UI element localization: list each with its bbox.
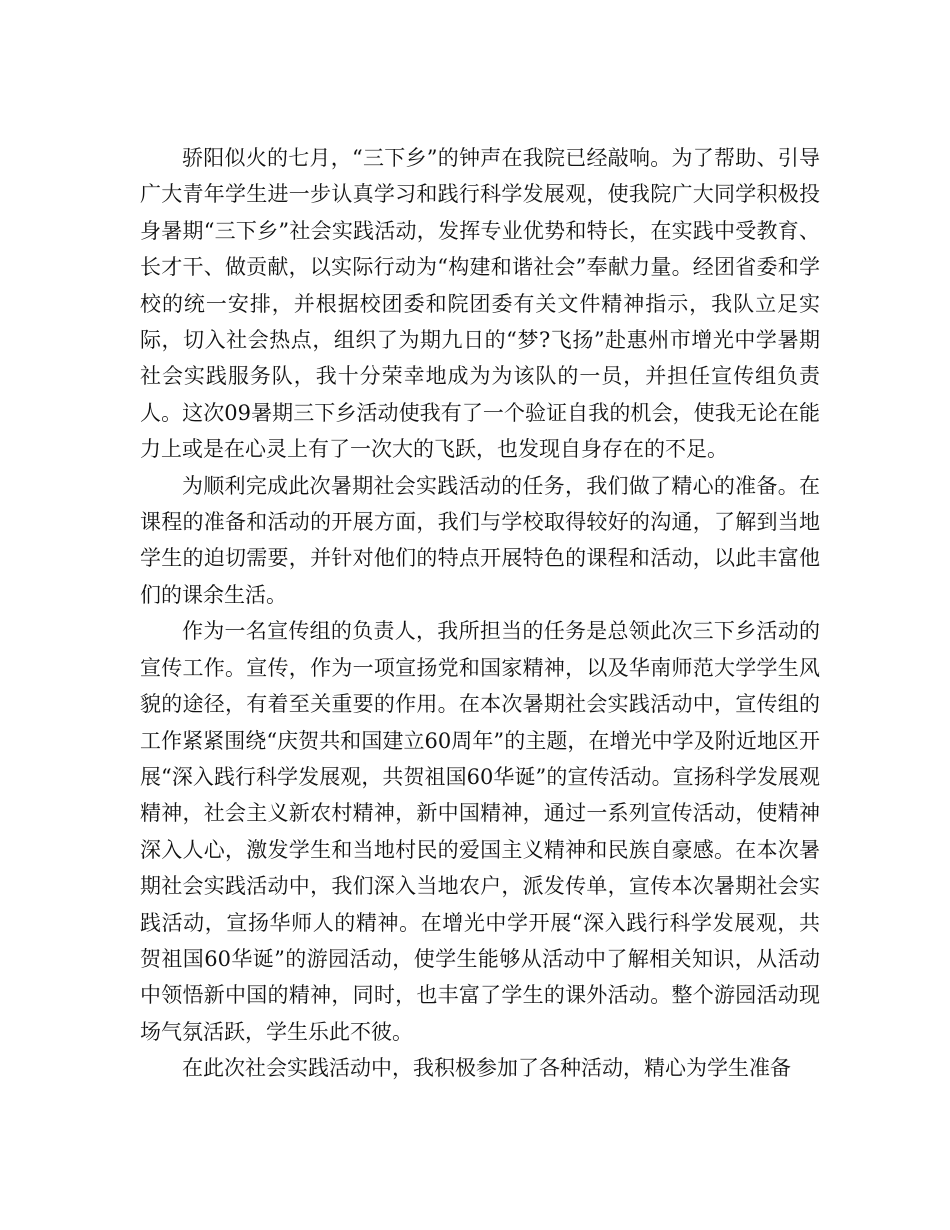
paragraph-2: 为顺利完成此次暑期社会实践活动的任务，我们做了精心的准备。在课程的准备和活动的开展方面，我们与学校取得较好的沟通，了解到当地学生的迫切需要，并针对他们的特点开展特色的课程和活动，以此丰富他们的课余生活。 (140, 473, 820, 607)
paragraph-3: 作为一名宣传组的负责人，我所担当的任务是总领此次三下乡活动的宣传工作。宣传，作为一项宣扬党和国家精神，以及华南师范大学学生风貌的途径，有着至关重要的作用。在本次暑期社会实践活动中，宣传组的工作紧紧围绕“庆贺共和国建立60周年”的主题，在增光中学及附近地区开展“深入践行科学发展观，共贺祖国60华诞”的宣传活动。宣扬科学发展观精神，社会主义新农村精神，新中国精神，通过一系列宣传活动，使精神深入人心，激发学生和当地村民的爱国主义精神和民族自豪感。在本次暑期社会实践活动中，我们深入当地农户，派发传单，宣传本次暑期社会实践活动，宣扬华师人的精神。在增光中学开展“深入践行科学发展观，共贺祖国60华诞”的游园活动，使学生能够从活动中了解相关知识，从活动中领悟新中国的精神，同时，也丰富了学生的课外活动。整个游园活动现场气氛活跃，学生乐此不彼。 (140, 619, 820, 1044)
paragraph-4: 在此次社会实践活动中，我积极参加了各种活动，精心为学生准备 (182, 1056, 791, 1081)
paragraph-1: 骄阳似火的七月，“三下乡”的钟声在我院已经敲响。为了帮助、引导广大青年学生进一步认真学习和践行科学发展观，使我院广大同学积极投身暑期“三下乡”社会实践活动，发挥专业优势和特长，在实践中受教育、长才干、做贡献，以实际行动为“构建和谐社会”奉献力量。经团省委和学校的统一安排，并根据校团委和院团委有关文件精神指示，我队立足实际，切入社会热点，组织了为期九日的“梦?飞扬”赴惠州市增光中学暑期社会实践服务队，我十分荣幸地成为为该队的一员，并担任宣传组负责人。这次09暑期三下乡活动使我有了一个验证自我的机会，使我无论在能力上或是在心灵上有了一次大的飞跃，也发现自身存在的不足。 (140, 146, 820, 462)
document-page (140, 140, 820, 1087)
